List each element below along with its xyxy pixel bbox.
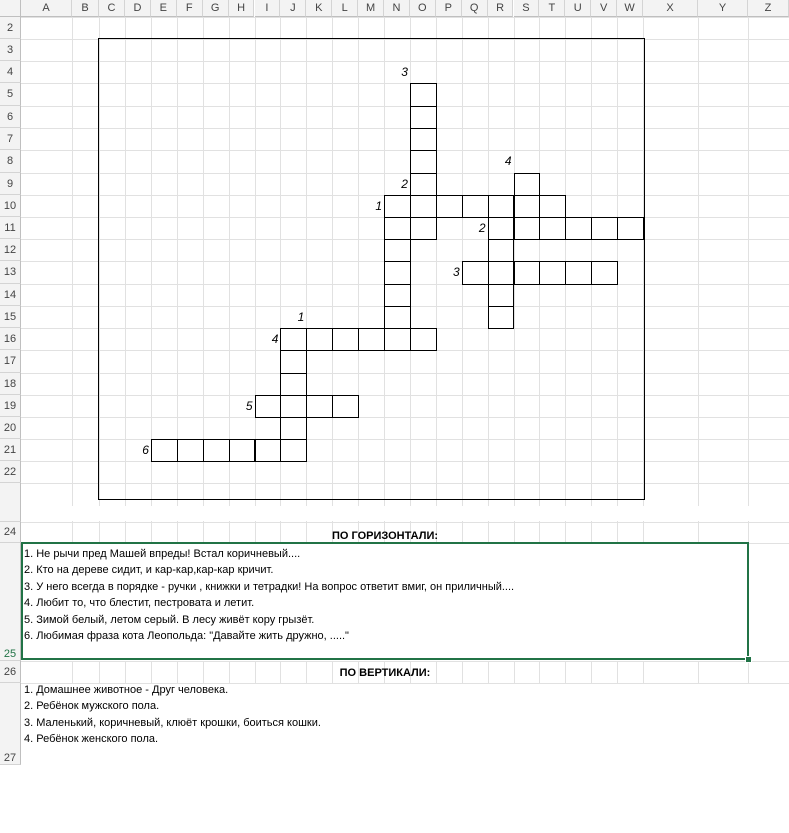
column-header[interactable]: O — [410, 0, 436, 17]
crossword-cell[interactable] — [410, 328, 437, 351]
crossword-cell[interactable] — [280, 395, 307, 418]
column-header[interactable]: Z — [748, 0, 789, 17]
column-header[interactable]: K — [306, 0, 332, 17]
crossword-cell[interactable] — [255, 439, 282, 462]
row-header[interactable]: 16 — [0, 328, 21, 350]
column-header[interactable]: U — [565, 0, 591, 17]
crossword-cell[interactable] — [358, 328, 385, 351]
crossword-cell[interactable] — [410, 106, 437, 129]
column-header[interactable]: X — [643, 0, 698, 17]
row-23-gap — [22, 506, 789, 521]
clue-number: 1 — [297, 310, 305, 324]
select-all-corner[interactable] — [0, 0, 21, 17]
horizontal-clue: 6. Любимая фраза кота Леопольда: "Давайте жить дружно, ....." — [24, 630, 349, 642]
column-header[interactable]: H — [229, 0, 255, 17]
clue-number: 4 — [504, 154, 512, 168]
column-header[interactable]: A — [21, 0, 72, 17]
clue-number: 3 — [401, 65, 408, 79]
crossword-cell[interactable] — [384, 306, 411, 329]
crossword-cell[interactable] — [280, 439, 307, 462]
crossword-cell[interactable] — [280, 417, 307, 440]
row-header[interactable]: 19 — [0, 395, 21, 417]
crossword-cell[interactable] — [384, 328, 411, 351]
crossword-cell[interactable] — [306, 328, 333, 351]
gridline-horizontal — [21, 661, 789, 662]
column-header[interactable]: Q — [462, 0, 488, 17]
crossword-cell[interactable] — [280, 373, 307, 396]
column-header[interactable]: F — [177, 0, 203, 17]
row-header[interactable]: 9 — [0, 173, 21, 195]
row-header[interactable]: 11 — [0, 217, 21, 239]
crossword-cell[interactable] — [565, 261, 592, 285]
crossword-cell[interactable] — [514, 173, 541, 196]
crossword-cell[interactable] — [462, 195, 489, 218]
column-header[interactable]: E — [151, 0, 177, 17]
row-header[interactable]: 17 — [0, 350, 21, 373]
crossword-cell[interactable] — [539, 217, 566, 240]
clue-number: 5 — [245, 399, 253, 413]
crossword-cell[interactable] — [514, 261, 541, 285]
gridline-horizontal — [21, 522, 789, 523]
row-header[interactable]: 3 — [0, 39, 21, 61]
vertical-clue: 2. Ребёнок мужского пола. — [24, 700, 160, 713]
crossword-cell[interactable] — [203, 439, 230, 462]
column-header[interactable]: S — [514, 0, 540, 17]
row-header[interactable]: 27 — [0, 683, 21, 765]
row-header[interactable]: 13 — [0, 261, 21, 284]
crossword-cell[interactable] — [306, 395, 333, 418]
row-header[interactable]: 10 — [0, 195, 21, 217]
crossword-cell[interactable] — [488, 239, 515, 262]
horizontal-clue: 5. Зимой белый, летом серый. В лесу живёт кору грызёт. — [24, 613, 315, 626]
clue-number: 4 — [271, 332, 279, 346]
crossword-cell[interactable] — [410, 195, 437, 218]
row-header[interactable]: 20 — [0, 417, 21, 439]
crossword-cell[interactable] — [436, 195, 463, 218]
crossword-cell[interactable] — [410, 217, 437, 240]
crossword-cell[interactable] — [332, 395, 359, 418]
crossword-cell[interactable] — [410, 128, 437, 151]
row-header[interactable]: 5 — [0, 83, 21, 106]
row-header[interactable]: 14 — [0, 284, 21, 306]
column-header[interactable]: V — [591, 0, 617, 17]
vertical-clue: 3. Маленький, коричневый, клюёт крошки, боиться кошки. — [24, 716, 321, 729]
crossword-cell[interactable] — [384, 284, 411, 307]
row-header[interactable]: 25 — [0, 543, 21, 661]
row-header[interactable]: 2 — [0, 17, 21, 39]
crossword-cell[interactable] — [410, 173, 437, 196]
column-header[interactable]: M — [358, 0, 384, 17]
crossword-cell[interactable] — [514, 217, 541, 240]
column-header[interactable]: D — [125, 0, 151, 17]
row-header[interactable]: 12 — [0, 239, 21, 261]
clue-number: 6 — [142, 443, 149, 457]
crossword-cell[interactable] — [384, 217, 411, 240]
clue-number: 3 — [453, 265, 460, 279]
row-header[interactable]: 18 — [0, 373, 21, 395]
crossword-cell[interactable] — [410, 83, 437, 107]
crossword-cell[interactable] — [591, 261, 618, 285]
crossword-cell[interactable] — [177, 439, 204, 462]
crossword-cell[interactable] — [591, 217, 618, 240]
column-header[interactable]: G — [203, 0, 229, 17]
column-header[interactable]: P — [436, 0, 462, 17]
clue-number: 2 — [401, 177, 408, 191]
gridline-horizontal — [21, 17, 789, 18]
crossword-cell[interactable] — [539, 261, 566, 285]
column-header[interactable]: C — [99, 0, 125, 17]
crossword-cell[interactable] — [488, 217, 515, 240]
crossword-cell[interactable] — [617, 217, 644, 240]
row-header[interactable]: 22 — [0, 461, 21, 483]
horizontal-clue: 4. Любит то, что блестит, пестровата и летит. — [24, 597, 255, 610]
row-header[interactable]: 6 — [0, 106, 21, 128]
crossword-cell[interactable] — [539, 195, 566, 218]
clue-number: 1 — [375, 199, 382, 213]
cell-selection — [21, 542, 749, 660]
column-header[interactable]: B — [72, 0, 99, 17]
vertical-clue: 1. Домашнее животное - Друг человека. — [24, 684, 229, 696]
column-header[interactable]: I — [255, 0, 281, 17]
crossword-cell[interactable] — [488, 261, 515, 285]
column-header[interactable]: J — [280, 0, 306, 17]
horizontal-clue: 3. У него всегда в порядке - ручки , книжки и тетрадки! На вопрос ответит вмиг, он приличный.... — [24, 580, 515, 593]
crossword-cell[interactable] — [488, 306, 515, 329]
row-header[interactable]: 24 — [0, 522, 21, 543]
row-header[interactable]: 15 — [0, 306, 21, 328]
crossword-cell[interactable] — [488, 284, 515, 307]
row-header[interactable] — [0, 483, 21, 522]
crossword-cell[interactable] — [384, 261, 411, 285]
clue-number: 2 — [478, 221, 486, 235]
horizontal-heading: ПО ГОРИЗОНТАЛИ: — [331, 530, 439, 542]
column-header[interactable]: L — [332, 0, 358, 17]
row-header[interactable]: 4 — [0, 61, 21, 83]
column-header[interactable]: R — [488, 0, 514, 17]
crossword-cell[interactable] — [229, 439, 256, 462]
crossword-cell[interactable] — [488, 195, 515, 218]
vertical-heading: ПО ВЕРТИКАЛИ: — [339, 667, 431, 679]
horizontal-clue: 1. Не рычи пред Машей впреды! Встал коричневый.... — [24, 548, 301, 560]
column-header[interactable]: T — [539, 0, 565, 17]
column-header[interactable]: Y — [698, 0, 748, 17]
horizontal-clue: 2. Кто на дереве сидит, и кар-кар,кар-кар кричит. — [24, 564, 274, 577]
fill-handle[interactable] — [745, 656, 752, 663]
row-header[interactable]: 21 — [0, 439, 21, 461]
row-header[interactable]: 8 — [0, 150, 21, 173]
crossword-cell[interactable] — [255, 395, 282, 418]
vertical-clue: 4. Ребёнок женского пола. — [24, 733, 159, 746]
crossword-cell[interactable] — [384, 195, 411, 218]
crossword-cell[interactable] — [280, 350, 307, 374]
crossword-cell[interactable] — [410, 150, 437, 174]
column-header[interactable]: W — [617, 0, 643, 17]
crossword-cell[interactable] — [565, 217, 592, 240]
row-header[interactable]: 26 — [0, 661, 21, 683]
crossword-cell[interactable] — [280, 328, 307, 351]
crossword-cell[interactable] — [462, 261, 489, 285]
row-header[interactable]: 7 — [0, 128, 21, 150]
crossword-cell[interactable] — [384, 239, 411, 262]
column-header[interactable]: N — [384, 0, 410, 17]
crossword-cell[interactable] — [151, 439, 178, 462]
crossword-cell[interactable] — [332, 328, 359, 351]
crossword-cell[interactable] — [514, 195, 541, 218]
